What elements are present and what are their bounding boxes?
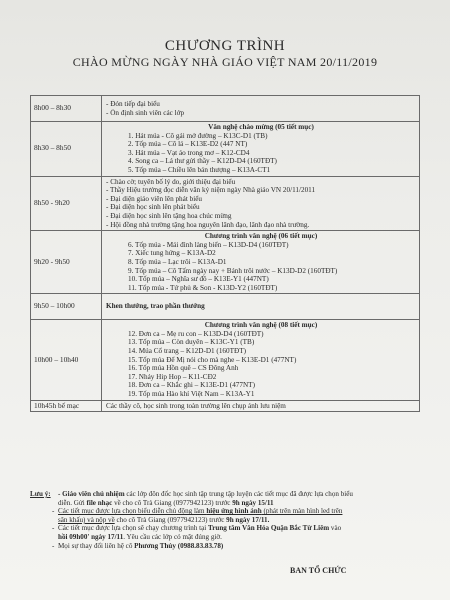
- note-text: hồi 09h00' ngày 17/11: [58, 532, 124, 541]
- table-row: [31, 320, 420, 400]
- note-text: diễn. Gửi: [58, 498, 87, 507]
- notes-label: Lưu ý:: [30, 490, 51, 498]
- content-cell: [102, 294, 420, 320]
- list-item: 4. Song ca – Lá thư gửi thầy – K12D-D4 (160TĐT): [128, 157, 277, 166]
- time-cell: 10h00 – 10h40: [31, 320, 102, 400]
- award-line: Khen thưởng, trao phần thưởng: [106, 302, 205, 311]
- list-item: - Thầy Hiệu trưởng đọc diễn văn kỷ niệm ngày Nhà giáo VN 20/11/2011: [106, 186, 316, 195]
- table-row: [31, 294, 420, 320]
- note-text: file nhạc: [86, 498, 113, 507]
- time-cell: 9h50 – 10h00: [31, 294, 102, 320]
- table-row: [31, 231, 420, 294]
- list-item: - Hội đồng nhà trường tặng hoa nguyên lãnh đạo, lãnh đạo nhà trường.: [106, 220, 310, 229]
- list-item: 5. Tốp múa – Chiều lên bản thượng – K13A-CT1: [128, 165, 271, 174]
- list-item: 8. Tốp múa – Lạc trôi – K13A-D1: [128, 257, 227, 266]
- document-subtitle: CHÀO MỪNG NGÀY NHÀ GIÁO VIỆT NAM 20/11/2019: [72, 55, 378, 69]
- time-cell: 10h45h bế mạc: [31, 400, 102, 412]
- note-text: hiệu ứng hình ảnh: [206, 507, 262, 516]
- note-text: các lớp đôn đốc học sinh tập trung tập luyện các tiết mục đã được lựa chọn biểu: [124, 490, 353, 498]
- note-item: - Mọi sự thay đổi liên hệ cô Phương Thủy (0988.83.83.78): [52, 541, 224, 550]
- list-item: 10. Tốp múa – Nghĩa sư đồ – K13E-Y1 (447NT): [128, 275, 269, 284]
- note-text: Phương Thủy: [134, 541, 176, 550]
- note-text: - Giáo viên chủ nhiệm: [58, 490, 125, 498]
- note-text: sân khấu) và nộp về: [58, 515, 115, 524]
- list-item: 11. Tốp múa - Tứ phủ & Son - K13D-Y2 (160TĐT): [128, 283, 278, 292]
- schedule-table: [30, 95, 420, 412]
- note-text: cho cô Trà Giang (0977942123) trước: [114, 515, 227, 524]
- list-item: - Đón tiếp đại biểu: [106, 99, 160, 108]
- content-cell: [102, 176, 420, 231]
- list-item: 3. Hát múa – Vạt áo trong mơ – K12-CD4: [128, 148, 250, 157]
- list-item: 1. Hát múa - Cô gái mở đường – K13C-D1 (TB): [128, 131, 268, 140]
- time-cell: 9h20 - 9h50: [31, 231, 102, 294]
- table-row: [31, 122, 420, 177]
- list-item: Các thầy cô, học sinh trong toàn trường lên chụp ảnh lưu niệm: [106, 401, 286, 410]
- signature-block: BAN TỔ CHỨC: [290, 566, 347, 575]
- note-text: Các tiết mục được lựa chọn biểu diễn chủ động làm: [58, 507, 207, 516]
- list-item: 9. Tốp múa – Cô Tấm ngày nay + Bánh trôi nước – K13D-D2 (160TĐT): [128, 266, 338, 275]
- note-item: [30, 490, 425, 499]
- note-item: [30, 499, 425, 508]
- list-item: 14. Múa Cổ trang – K12D-D1 (160TĐT): [128, 347, 246, 356]
- content-cell: [102, 231, 420, 294]
- content-cell: [102, 400, 420, 412]
- content-cell: [102, 122, 420, 177]
- content-cell: [102, 96, 420, 122]
- section-heading: Chương trình văn nghệ (06 tiết mục): [204, 232, 318, 241]
- list-item: 16. Tốp múa Hồn quê – CS Đông Anh: [128, 364, 239, 373]
- note-item: - Các tiết mục được lựa chọn biểu diễn chủ động làm hiệu ứng hình ảnh (phát trên màn hình led trên: [52, 507, 343, 516]
- list-item: - Đại diện giáo viên lên phát biểu: [106, 194, 203, 203]
- list-item: 7. Xiếc tung hứng – K13A-D2: [128, 249, 216, 258]
- list-item: - Đại diện học sinh lên phát biểu: [106, 203, 200, 212]
- note-item: - Các tiết mục được lựa chọn sẽ chạy chương trình tại Trung tâm Văn Hóa Quận Bắc Từ Liêm vào: [52, 524, 342, 533]
- time-cell: 8h50 - 9h20: [31, 176, 102, 231]
- note-text: vào: [329, 524, 342, 533]
- note-text: . Yêu cầu các lớp có mặt đúng giờ.: [123, 532, 222, 541]
- section-heading: Chương trình văn nghệ (08 tiết mục): [204, 321, 318, 330]
- time-cell: 8h00 – 8h30: [31, 96, 102, 122]
- list-item: - Chào cờ; tuyên bố lý do, giới thiệu đại biểu: [106, 177, 236, 186]
- note-text: (0988.83.83.78): [175, 541, 224, 550]
- list-item: 13. Tốp múa – Còn duyên – K13C-Y1 (TB): [128, 338, 255, 347]
- list-item: - Ổn định sinh viên các lớp: [106, 108, 185, 117]
- table-row: [31, 96, 420, 122]
- notes-section: [30, 490, 425, 550]
- list-item: 12. Đơn ca – Mẹ ru con – K13D-D4 (160TĐT): [128, 329, 264, 338]
- list-item: - Đại diện học sinh lên tặng hoa chúc mừng: [106, 211, 232, 220]
- note-text: Các tiết mục được lựa chọn sẽ chạy chương trình tại: [58, 524, 209, 533]
- time-cell: 8h30 – 8h50: [31, 122, 102, 177]
- list-item: 15. Tốp múa Để Mị nói cho mà nghe – K13E-D1 (477NT): [128, 355, 297, 364]
- table-row: [31, 400, 420, 412]
- list-item: 19. Tốp múa Hào khí Việt Nam – K13A-Y1: [128, 390, 255, 399]
- list-item: 18. Đơn ca – Khắc ghi – K13E-D1 (477NT): [128, 381, 255, 390]
- list-item: 2. Tốp múa – Cô lá – K13E-D2 (447 NT): [128, 140, 248, 149]
- list-item: 6. Tốp múa - Mái đình làng biển – K13D-D4 (160TĐT): [128, 240, 289, 249]
- note-text: (phát trên màn hình led trên: [261, 507, 343, 516]
- document-title: CHƯƠNG TRÌNH: [164, 38, 286, 54]
- note-item: [30, 533, 425, 542]
- content-cell: [102, 320, 420, 400]
- list-item: 17. Nhảy Hip Hop – K11-CĐ2: [128, 372, 217, 381]
- note-item: [30, 516, 425, 525]
- note-text: 9h ngày 17/11.: [226, 515, 270, 524]
- note-text: Trung tâm Văn Hóa Quận Bắc Từ Liêm: [208, 524, 330, 533]
- note-text: 9h ngày 15/11: [232, 498, 274, 507]
- note-text: về cho cô Trà Giang (0977942123) trước: [112, 498, 233, 507]
- note-text: Mọi sự thay đổi liên hệ cô: [58, 541, 135, 550]
- section-heading: Văn nghệ chào mừng (05 tiết mục): [208, 123, 314, 131]
- table-row: [31, 176, 420, 231]
